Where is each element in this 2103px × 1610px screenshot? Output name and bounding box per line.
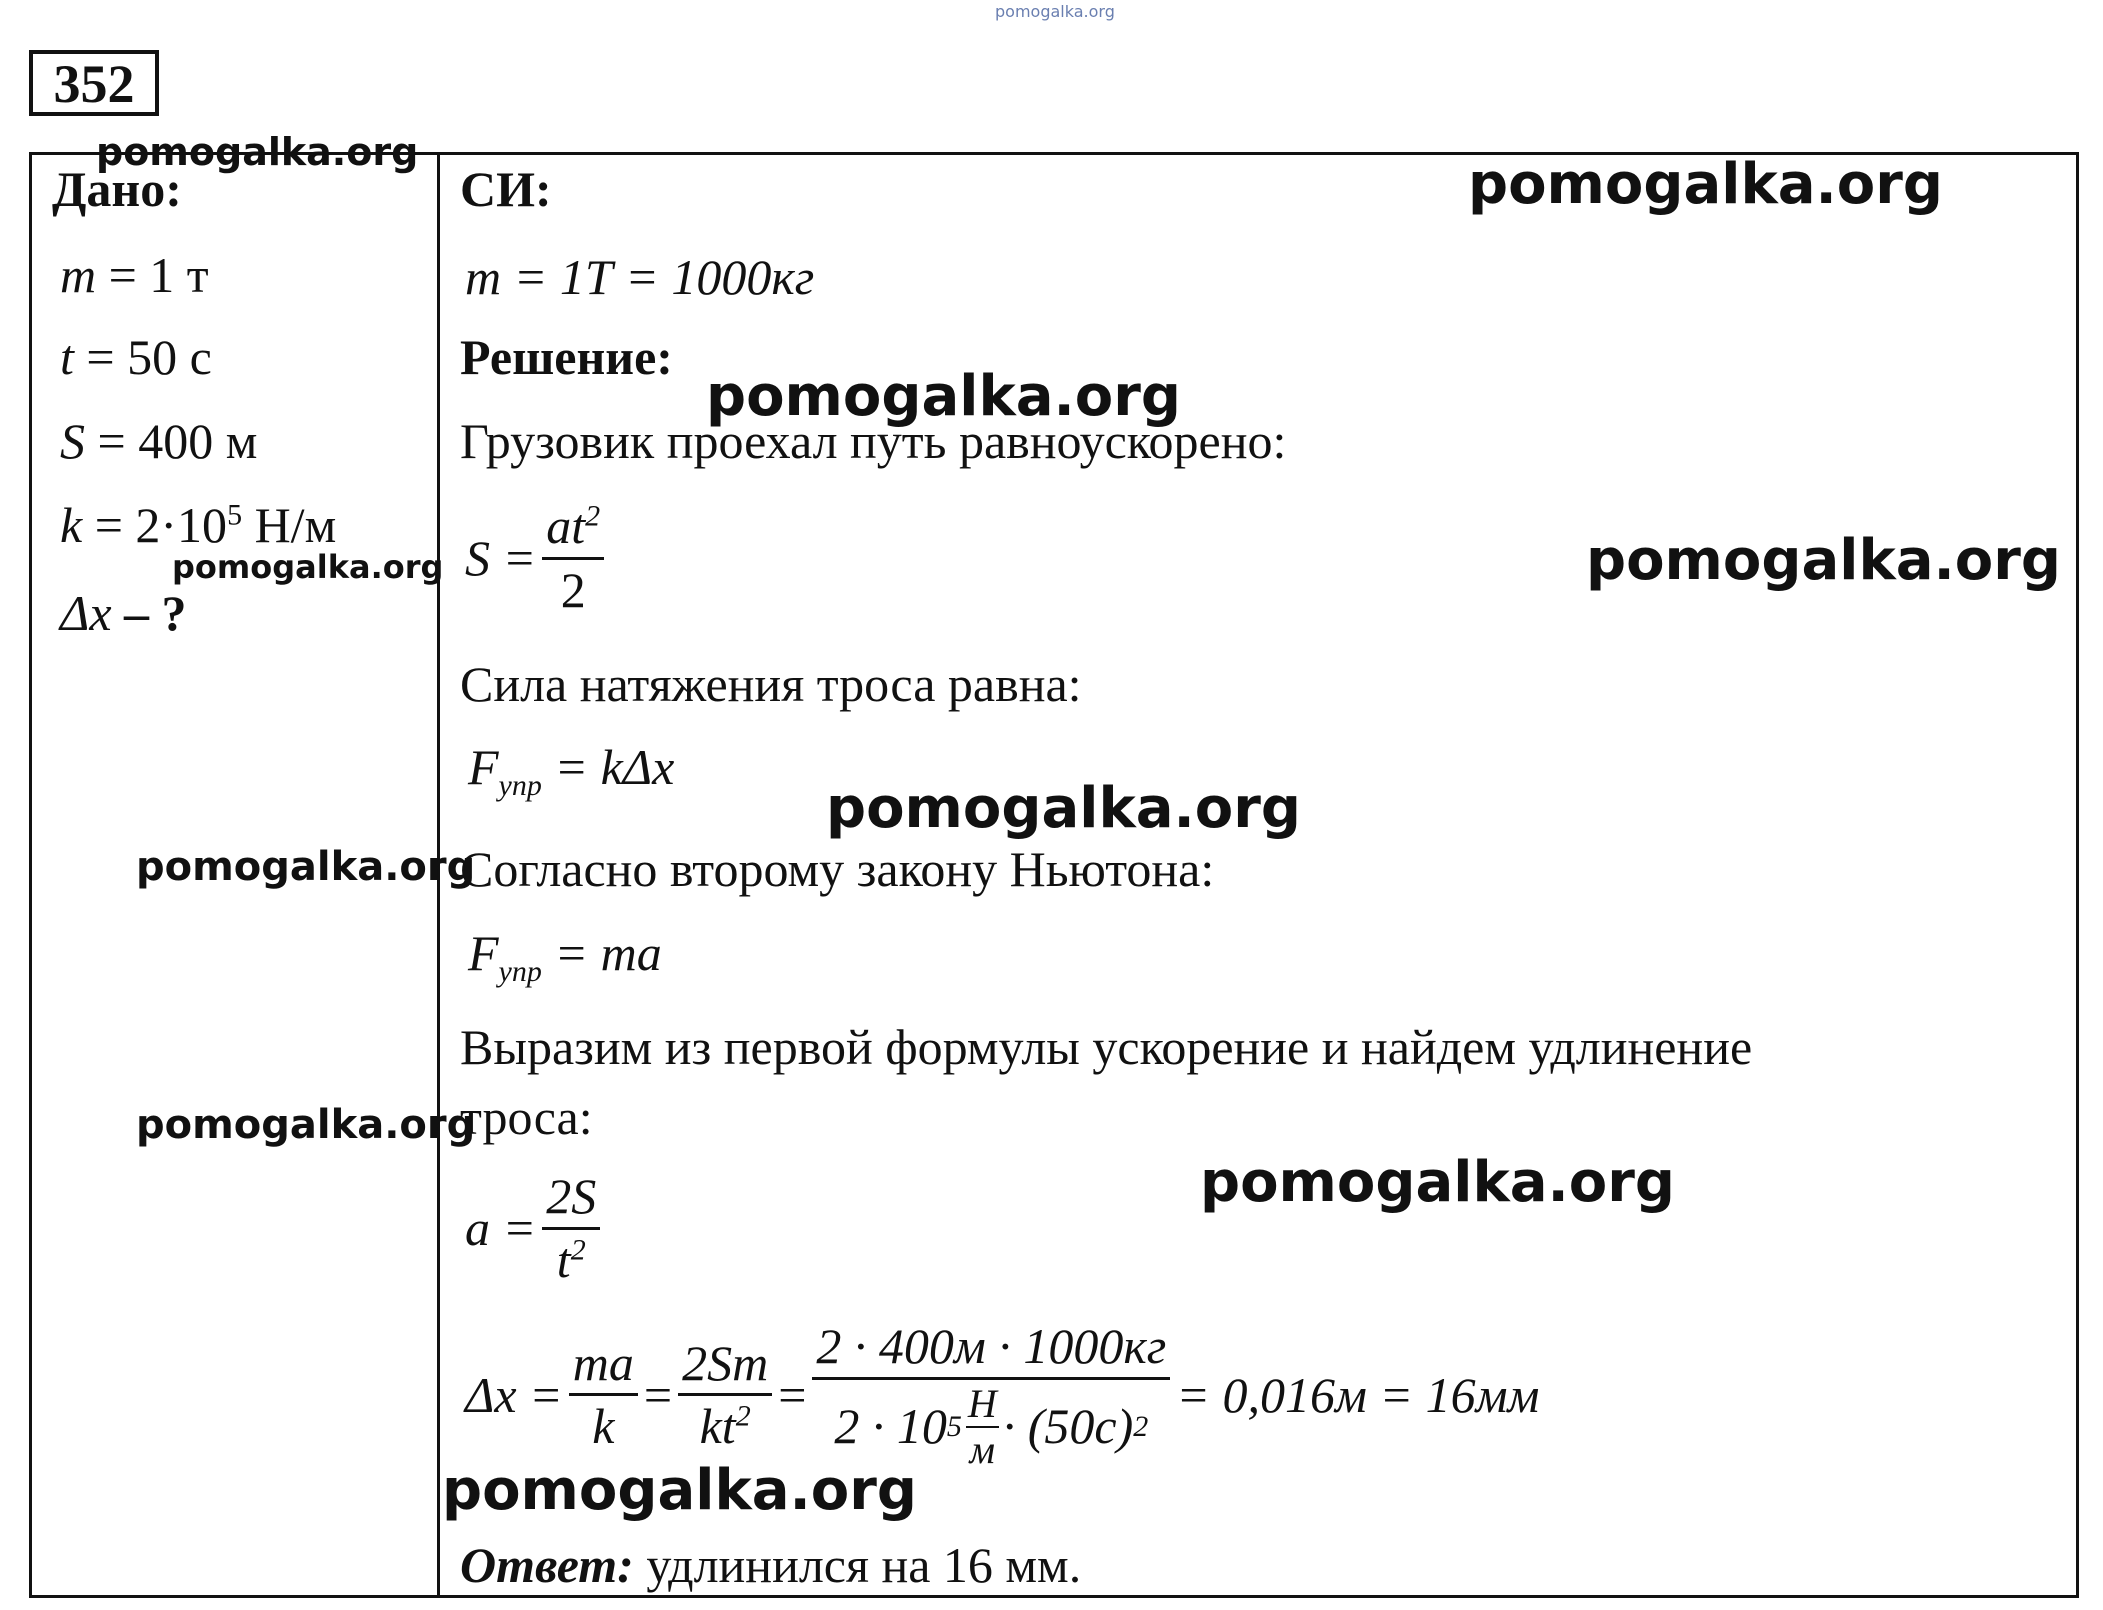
given-stiffness [60,496,336,554]
watermark-10: pomogalka.org [442,1458,917,1523]
elong-frac-3-num: 2 · 400м · 1000кг [812,1320,1170,1380]
formula-elongation: Δx = $\frac{ma}{k}$ = $\frac{2Sm}{kt^2}$ = 2 · 400м · 1000кг 2 · 10 5 $\frac{Н}{м}$ · (50с) 2 = 0,016м = 16мм [465,1318,1540,1472]
watermark-2: pomogalka.org [1468,152,1943,217]
elong-frac-3-den: 2 · 10 5 $\frac{Н}{м}$ · (50с) 2 [834,1380,1149,1472]
newton-sub: упр [498,955,542,988]
elong-frac-2: $\frac{2Sm}{kt^2}$ [678,1337,772,1453]
watermark-8: pomogalka.org [136,1102,476,1148]
formula-accel [465,1170,606,1286]
si-mass-conv: = 1Т = 1000кг [501,249,815,305]
formula-path [465,500,610,616]
time-val: = 50 с [86,329,212,385]
given-unknown [60,584,187,642]
formula-accel-fraction [542,1170,600,1286]
formula-path-num: $at^2$ [542,500,604,560]
watermark-7: pomogalka.org [136,844,476,890]
formula-accel-den: $t^2$ [556,1231,586,1288]
path-var: S [60,413,85,469]
elong-result: = 0,016м = 16мм [1176,1366,1540,1423]
si-heading: СИ: [460,161,552,217]
answer-line [460,1536,1081,1594]
stiffness-var: k [60,497,83,553]
formula-newton: $F_{упр}$ = ma [468,925,662,988]
elong-lhs: Δx = [465,1366,563,1423]
solution-heading: Решение: [460,329,673,385]
formula-accel-lhs: a = [465,1200,537,1256]
solution-line-1: Грузовик проехал путь равноускорено: [460,413,1287,469]
top-watermark: pomogalka.org [995,2,1115,21]
formula-path-fraction [542,500,604,616]
given-time [60,328,212,386]
given-mass [60,246,209,304]
stiffness-exp: 5 [227,498,243,532]
formula-accel-num: 2S [542,1170,600,1230]
given-path [60,412,257,470]
watermark-1: pomogalka.org [96,130,419,174]
solution-line-4b: троса: [460,1089,593,1145]
si-mass-var: m [465,249,502,305]
given-heading: Дано: [52,161,182,217]
elong-frac-3 [812,1320,1170,1470]
time-var: t [60,329,74,385]
answer-label: Ответ: [460,1537,634,1593]
stiffness-val: = 2·10 [94,497,228,553]
si-mass [465,248,814,306]
solution-line-2: Сила натяжения троса равна: [460,656,1082,712]
path-val: = 400 м [97,413,258,469]
watermark-6: pomogalka.org [826,776,1301,841]
watermark-4: pomogalka.org [172,548,444,586]
unknown-val: – ? [111,585,187,641]
watermark-3: pomogalka.org [706,364,1181,429]
elong-frac-1: $\frac{ma}{k}$ [569,1337,638,1453]
unknown-var: Δx [60,585,112,641]
stiffness-unit: Н/м [242,497,337,553]
elastic-sub: упр [498,769,542,802]
watermark-9: pomogalka.org [1200,1150,1675,1215]
mass-val: = 1 т [108,247,209,303]
formula-path-lhs: S = [465,530,537,586]
formula-elastic: $F_{упр} = k\Delta x$ [468,739,675,802]
solution-line-3: Согласно второму закону Ньютона: [460,841,1215,897]
formula-path-den: 2 [560,561,586,618]
answer-text: удлинился на 16 мм. [633,1537,1082,1593]
problem-number: 352 [29,50,159,116]
watermark-5: pomogalka.org [1586,528,2061,593]
unit-fraction: $\frac{Н}{м}$ [967,1380,997,1472]
solution-line-4a: Выразим из первой формулы ускорение и найдем удлинение [460,1019,1753,1075]
mass-var: m [60,247,97,303]
